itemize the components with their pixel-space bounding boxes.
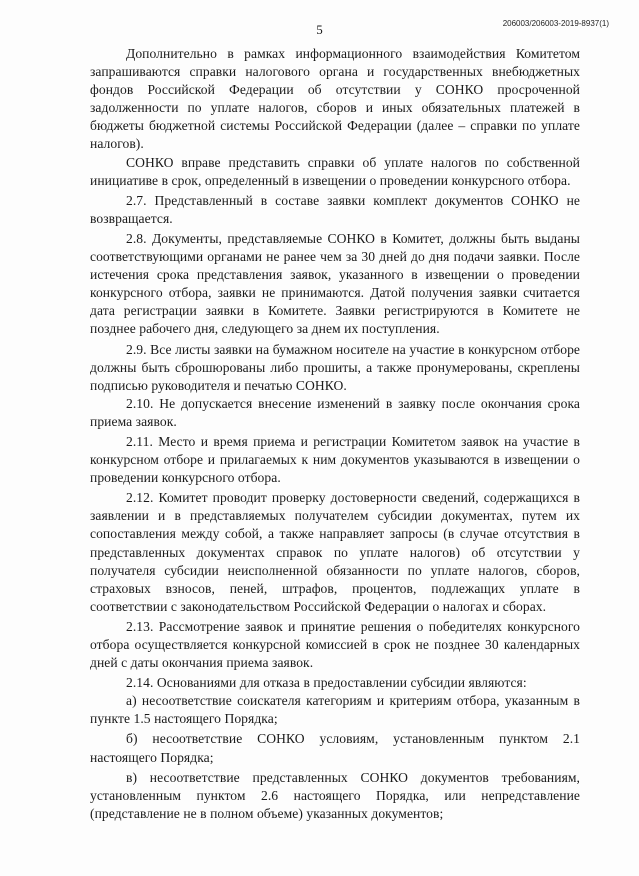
paragraph-2-14-v: в) несоответствие представленных СОНКО документов требованиям, установленным пунктом 2.6 настоящего Порядка, или непредставление (представление не в полном объеме) указанных документов; (90, 769, 580, 821)
paragraph-2-14: 2.14. Основаниями для отказа в предоставлении субсидии являются: (126, 675, 527, 691)
paragraph-2-14-b: б) несоответствие СОНКО условиям, установленным пунктом 2.1 настоящего Порядка; (90, 731, 580, 765)
page-number: 5 (316, 22, 323, 37)
paragraph-2-13: 2.13. Рассмотрение заявок и принятие решения о победителях конкурсного отбора осуществляется конкурсной комиссией в срок не позднее 30 календарных дней с даты окончания приема заявок. (90, 618, 580, 671)
document-code: 206003/206003-2019-8937(1) (502, 19, 609, 28)
paragraph-2-11: 2.11. Место и время приема и регистрации Комитетом заявок на участие в конкурсном отборе и прилагаемых к ним документов указываются в извещении о проведении конкурсного отбора. (90, 433, 580, 486)
paragraph-2-10: 2.10. Не допускается внесение изменений в заявку после окончания срока приема заявок. (90, 395, 580, 429)
paragraph-2-14-a: а) несоответствие соискателя категориям и критериям отбора, указанным в пункте 1.5 настоящего Порядка; (90, 693, 580, 727)
paragraph-2-9: 2.9. Все листы заявки на бумажном носителе на участие в конкурсном отборе должны быть сброшюрованы либо прошиты, а также пронумерованы, скреплены подписью руководителя и печатью СОНКО. (90, 341, 580, 393)
paragraph-2-7: 2.7. Представленный в составе заявки комплект документов СОНКО не возвращается. (90, 192, 580, 226)
paragraph-sonko-may-submit: СОНКО вправе представить справки об уплате налогов по собственной инициативе в срок, определенный в извещении о проведении конкурсного отбора. (90, 154, 580, 188)
paragraph-2-12: 2.12. Комитет проводит проверку достоверности сведений, содержащихся в заявлении и в представляемых получателем субсидии документах, путем их сопоставления между собой, а также направляет запросы (в случае отсутствия в представленных документах справок по уплате налогов) об отсутствии у получателя субсидии неисполненной обязанности по уплате налогов, сборов, страховых взносов, пеней, штрафов, процентов, подлежащих уплате в соответствии с законодательством Российской Федерации о налогах и сборах. (90, 490, 580, 614)
paragraph-2-8: 2.8. Документы, представляемые СОНКО в Комитет, должны быть выданы соответствующими органами не ранее чем за 30 дней до дня подачи заявки. После истечения срока представления заявок, указанного в извещении о проведении конкурсного отбора, заявки не принимаются. Датой получения заявки считается дата регистрации заявки в Комитете. Заявки регистрируются в Комитете не позднее рабочего дня, следующего за днем их поступления. (90, 230, 580, 337)
document-body (90, 45, 580, 823)
paragraph-additional-info: Дополнительно в рамках информационного взаимодействия Комитетом запрашиваются справки налогового органа и государственных внебюджетных фондов Российской Федерации об отсутствии у СОНКО просроченной задолженности по уплате налогов, сборов и иных обязательных платежей в бюджеты бюджетной системы Российской Федерации (далее – справки по уплате налогов). (90, 46, 580, 152)
